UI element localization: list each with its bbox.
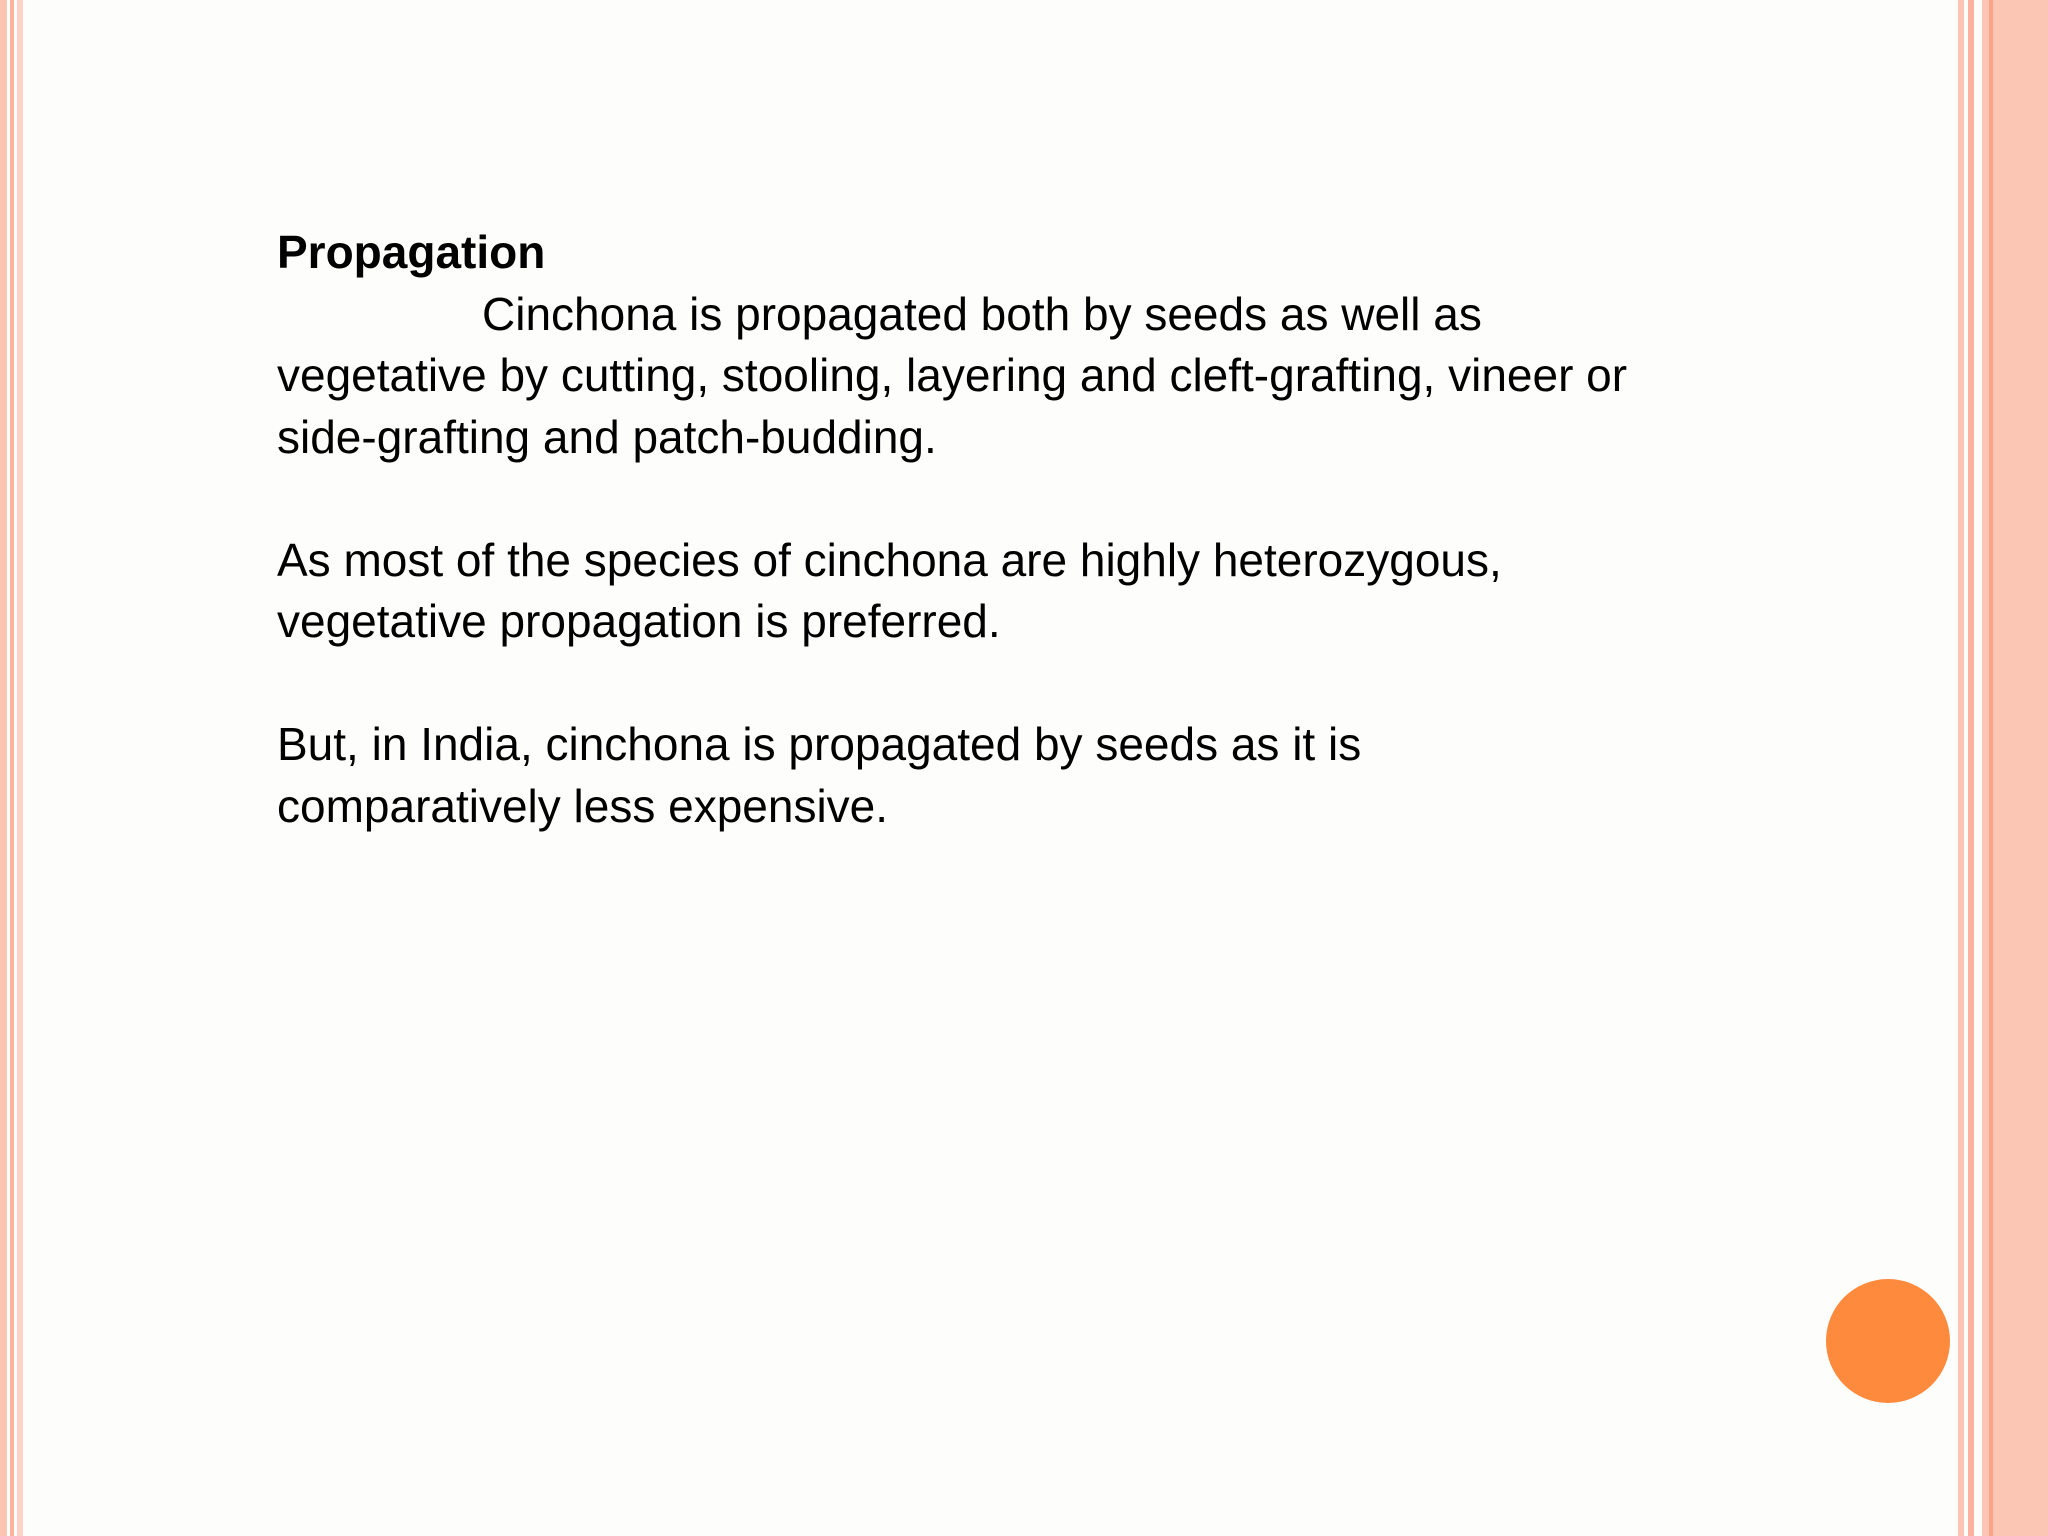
- decorative-orange-circle: [1826, 1279, 1950, 1403]
- left-border-stripe: [17, 0, 23, 1536]
- paragraph-2: [277, 530, 1837, 653]
- paragraph-1-line-3: side-grafting and patch-budding.: [277, 410, 937, 463]
- slide-heading: Propagation: [277, 226, 546, 278]
- slide-content: [277, 222, 1837, 837]
- right-border-stripe: [1982, 0, 1989, 1536]
- paragraph-2-line-2: vegetative propagation is preferred.: [277, 595, 1001, 647]
- paragraph-1-line-1: Cinchona is propagated both by seeds as well as: [482, 287, 1482, 340]
- paragraph-1-line-2: vegetative by cutting, stooling, layering and cleft-grafting, vineer or: [277, 349, 1628, 401]
- paragraph-spacer: [277, 653, 1837, 715]
- paragraph-spacer: [277, 468, 1837, 530]
- paragraph-2-line-1: As most of the species of cinchona are highly heterozygous,: [277, 533, 1502, 586]
- paragraph-3-line-2: comparatively less expensive.: [277, 779, 889, 832]
- left-border-stripe: [0, 0, 7, 1536]
- paragraph-3-line-1: But, in India, cinchona is propagated by seeds as it is: [277, 718, 1362, 770]
- right-border-gap: [1974, 0, 1982, 1536]
- paragraph-1: [277, 284, 1837, 469]
- right-border-band: [1993, 0, 2048, 1536]
- paragraph-3: [277, 714, 1837, 837]
